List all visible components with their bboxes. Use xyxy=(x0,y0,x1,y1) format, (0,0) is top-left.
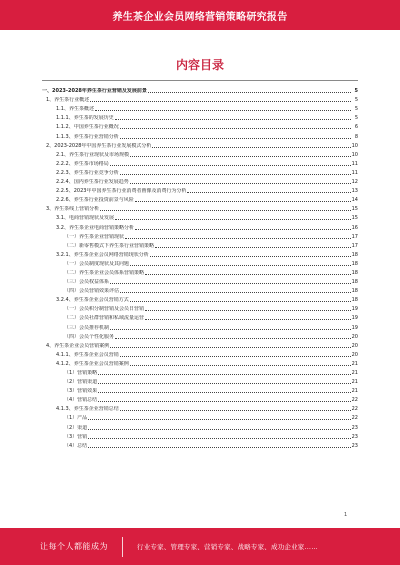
toc-entry-label: （一）会员积分制营销及会员日营销 xyxy=(64,306,145,313)
toc-entry-label: 3.1、电商营销现状及发展 xyxy=(56,215,114,222)
toc-entry[interactable] xyxy=(42,394,358,403)
toc-leader-dots xyxy=(120,291,351,293)
toc-entry[interactable] xyxy=(42,403,358,412)
toc-leader-dots xyxy=(98,373,350,375)
toc-entry-page: 18 xyxy=(351,279,358,286)
toc-entry-label: 2.2.5、2023年中国养生茶行业消费者画像及消费行为分析 xyxy=(56,188,187,195)
toc-entry[interactable] xyxy=(42,94,358,103)
toc-leader-dots xyxy=(150,255,351,257)
toc-entry-label: （2）渠道 xyxy=(64,424,88,431)
toc-entry-label: 1.1.2、中国养生茶行业概况 xyxy=(56,124,119,131)
toc-leader-dots xyxy=(115,337,351,339)
toc-leader-dots xyxy=(90,100,351,102)
toc-leader-dots xyxy=(145,318,351,320)
page-number: 1 xyxy=(344,512,348,518)
toc-entry-page: 22 xyxy=(351,415,358,422)
toc-entry-label: （1）营销策略 xyxy=(64,370,98,376)
toc-entry-page: 12 xyxy=(351,179,358,186)
toc-leader-dots xyxy=(130,155,351,157)
toc-entry-label: 1、养生茶行业概述 xyxy=(46,97,90,104)
toc-leader-dots xyxy=(88,446,350,448)
toc-entry-page: 23 xyxy=(351,424,358,431)
toc-entry-label: 4.1.2、养生茶企业会员营销案例 xyxy=(56,360,129,367)
toc-entry[interactable] xyxy=(42,440,358,449)
toc-entry-page: 11 xyxy=(351,169,358,176)
toc-entry[interactable] xyxy=(42,130,358,139)
toc-entry-label: 2.2.4、国内养生茶行业发展趋势 xyxy=(56,179,129,186)
toc-entry-label: （二）会员社群营销和私域流量运营 xyxy=(64,315,145,322)
toc-entry[interactable] xyxy=(42,412,358,421)
toc-entry-label: 3.2、养生茶企业电商营销策略分析 xyxy=(56,224,134,231)
toc-entry-page: 20 xyxy=(351,333,358,340)
toc-entry[interactable] xyxy=(42,276,358,285)
toc-leader-dots xyxy=(120,127,351,129)
toc-entry-label: 4.1.3、养生茶企业营销总结 xyxy=(56,406,119,413)
toc-leader-dots xyxy=(125,237,351,239)
toc-entry[interactable] xyxy=(42,231,358,240)
toc-entry[interactable] xyxy=(42,358,358,367)
toc-leader-dots xyxy=(115,218,351,220)
toc-leader-dots xyxy=(135,200,351,202)
toc-entry-label: （三）会员权益体系 xyxy=(64,279,110,286)
toc-entry[interactable] xyxy=(42,112,358,121)
toc-entry-page: 20 xyxy=(351,351,358,358)
toc-entry-page: 21 xyxy=(351,370,358,376)
toc-entry[interactable] xyxy=(42,431,358,440)
toc-entry-label: 3.2.4、养生茶企业会员营销方式 xyxy=(56,297,129,304)
toc-entry-label: 1.1.1、养生茶的发展历史 xyxy=(56,115,114,122)
toc-leader-dots xyxy=(145,309,351,311)
toc-leader-dots xyxy=(155,246,351,248)
toc-leader-dots xyxy=(120,173,351,175)
toc-leader-dots xyxy=(88,437,350,439)
toc-entry-label: 2.1、养生茶行业现状及市场规模 xyxy=(56,151,129,158)
toc-leader-dots xyxy=(98,400,350,402)
toc-leader-dots xyxy=(110,282,351,284)
toc-leader-dots xyxy=(130,264,351,266)
toc-divider xyxy=(42,80,358,81)
toc-leader-dots xyxy=(130,364,351,366)
toc-entry-label: 2、2023-2028年中国养生茶行业发展模式分析 xyxy=(46,142,152,149)
toc-entry-label: 3.2.1、养生茶企业会员网络营销现状分析 xyxy=(56,251,149,258)
footer-bar xyxy=(0,528,400,565)
toc-leader-dots xyxy=(187,191,350,193)
toc-entry-page: 16 xyxy=(351,224,358,231)
toc-leader-dots xyxy=(120,409,351,411)
toc-leader-dots xyxy=(135,228,351,230)
toc-entry-page: 14 xyxy=(351,197,358,204)
toc-entry-page: 18 xyxy=(351,288,358,295)
toc-entry-label: （3）营销 xyxy=(64,433,88,440)
toc-entry-page: 5 xyxy=(354,106,358,113)
toc-leader-dots xyxy=(88,428,350,430)
toc-entry[interactable] xyxy=(42,312,358,321)
toc-entry[interactable] xyxy=(42,267,358,276)
toc-entry-page: 22 xyxy=(351,397,358,404)
toc-entry-label: （4）营销总结 xyxy=(64,397,98,404)
toc-entry-label: （四）会员个性化服务 xyxy=(64,333,115,340)
toc-leader-dots xyxy=(98,391,350,393)
toc-entry-page: 21 xyxy=(351,379,358,386)
toc-entry[interactable] xyxy=(42,285,358,294)
toc-leader-dots xyxy=(110,328,351,330)
toc-leader-dots xyxy=(130,300,351,302)
toc-entry[interactable] xyxy=(42,149,358,158)
toc-entry-label: 4.1.1、养生茶企业会员营销 xyxy=(56,351,119,358)
toc-entry-label: 2.2.2、养生茶市场格局 xyxy=(56,160,109,167)
footer-divider xyxy=(122,537,123,557)
toc-entry-label: （3）营销效果 xyxy=(64,388,98,395)
toc-entry[interactable] xyxy=(42,176,358,185)
toc-entry-label: （三）会员推荐机制 xyxy=(64,324,110,331)
toc-entry[interactable] xyxy=(42,303,358,312)
toc-entry[interactable] xyxy=(42,321,358,330)
toc-entry-page: 13 xyxy=(351,188,358,195)
toc-entry-page: 23 xyxy=(351,433,358,440)
toc-leader-dots xyxy=(98,382,350,384)
toc-leader-dots xyxy=(130,182,351,184)
toc-entry-page: 20 xyxy=(351,342,358,349)
toc-entry[interactable] xyxy=(42,340,358,349)
footer-tagline: 行业专家、管理专家、营销专家、战略专家、成功企业家…… xyxy=(137,543,318,551)
toc-entry[interactable] xyxy=(42,294,358,303)
report-title: 养生茶企业会员网络营销策略研究报告 xyxy=(112,11,288,23)
toc-entry-page: 23 xyxy=(351,442,358,449)
toc-entry[interactable] xyxy=(42,376,358,385)
toc-entry-page: 18 xyxy=(351,251,358,258)
toc-entry-page: 19 xyxy=(351,315,358,322)
toc-leader-dots xyxy=(148,91,351,93)
table-of-contents xyxy=(42,85,358,449)
toc-entry-page: 18 xyxy=(351,269,358,276)
toc-entry[interactable] xyxy=(42,212,358,221)
toc-entry-label: 4、养生茶企业会员营销案例 xyxy=(46,342,110,349)
toc-entry[interactable] xyxy=(42,385,358,394)
toc-leader-dots xyxy=(110,164,351,166)
toc-entry-label: 2.2.3、养生茶行业竞争分析 xyxy=(56,169,119,176)
toc-entry-label: 3、养生茶线上营销分析 xyxy=(46,206,100,213)
toc-entry[interactable] xyxy=(42,185,358,194)
toc-entry-page: 10 xyxy=(351,151,358,158)
toc-entry[interactable] xyxy=(42,349,358,358)
toc-entry-page: 22 xyxy=(351,406,358,413)
toc-entry[interactable] xyxy=(42,331,358,340)
toc-entry[interactable] xyxy=(42,258,358,267)
toc-entry-label: （四）会员营销效果评估 xyxy=(64,288,120,295)
toc-entry-page: 18 xyxy=(351,260,358,267)
toc-entry-page: 11 xyxy=(351,160,358,167)
toc-entry-page: 5 xyxy=(354,97,358,104)
toc-leader-dots xyxy=(95,109,351,111)
toc-entry[interactable] xyxy=(42,203,358,212)
toc-entry[interactable] xyxy=(42,85,358,94)
toc-entry[interactable] xyxy=(42,167,358,176)
toc-entry-label: 1.1.3、养生茶行业营销分析 xyxy=(56,133,119,140)
toc-entry[interactable] xyxy=(42,158,358,167)
toc-entry-label: （二）新零售模式下养生茶行业营销策略 xyxy=(64,242,155,249)
toc-entry[interactable] xyxy=(42,367,358,376)
report-header-bar xyxy=(0,0,400,30)
toc-leader-dots xyxy=(145,273,351,275)
toc-entry-label: （4）总结 xyxy=(64,442,88,449)
toc-leader-dots xyxy=(110,346,350,348)
toc-leader-dots xyxy=(120,355,351,357)
toc-entry[interactable] xyxy=(42,221,358,230)
toc-leader-dots xyxy=(115,118,351,120)
toc-entry-label: （一）养生茶企业营销现状 xyxy=(64,233,125,240)
toc-entry-page: 8 xyxy=(354,133,358,140)
toc-entry-label: （一）会员制度现状及其问题 xyxy=(64,260,130,267)
footer-slogan: 让每个人都能成为 xyxy=(40,542,108,551)
toc-entry-page: 21 xyxy=(351,360,358,367)
toc-entry-page: 17 xyxy=(351,242,358,249)
toc-entry-label: 一、2023-2028年养生茶行业营销及发展前景 xyxy=(42,88,147,95)
toc-entry[interactable] xyxy=(42,140,358,149)
toc-entry-page: 5 xyxy=(354,88,358,95)
toc-entry-page: 15 xyxy=(351,215,358,222)
toc-entry-label: （2）营销渠道 xyxy=(64,379,98,386)
toc-entry[interactable] xyxy=(42,421,358,430)
toc-entry-label: （二）养生茶企业会员体系营销策略 xyxy=(64,269,145,276)
toc-leader-dots xyxy=(152,146,350,148)
toc-entry[interactable] xyxy=(42,249,358,258)
toc-entry-label: （1）产品 xyxy=(64,415,88,422)
toc-entry-page: 6 xyxy=(354,124,358,131)
toc-entry-page: 18 xyxy=(351,297,358,304)
toc-entry-label: 1.1、养生茶概述 xyxy=(56,106,94,113)
toc-leader-dots xyxy=(88,418,350,420)
toc-entry-page: 17 xyxy=(351,233,358,240)
toc-entry-page: 19 xyxy=(351,324,358,331)
toc-entry[interactable] xyxy=(42,194,358,203)
toc-entry-page: 15 xyxy=(351,206,358,213)
toc-heading: 内容目录 xyxy=(175,58,224,72)
toc-entry-page: 10 xyxy=(351,142,358,149)
toc-entry-page: 21 xyxy=(351,388,358,395)
toc-entry[interactable] xyxy=(42,240,358,249)
toc-entry[interactable] xyxy=(42,121,358,130)
toc-entry-page: 5 xyxy=(354,115,358,122)
toc-entry-page: 19 xyxy=(351,306,358,313)
toc-entry-label: 2.2.6、养生茶行业投资前景与风险 xyxy=(56,197,134,204)
toc-leader-dots xyxy=(120,137,351,139)
toc-entry[interactable] xyxy=(42,103,358,112)
toc-leader-dots xyxy=(100,209,350,211)
